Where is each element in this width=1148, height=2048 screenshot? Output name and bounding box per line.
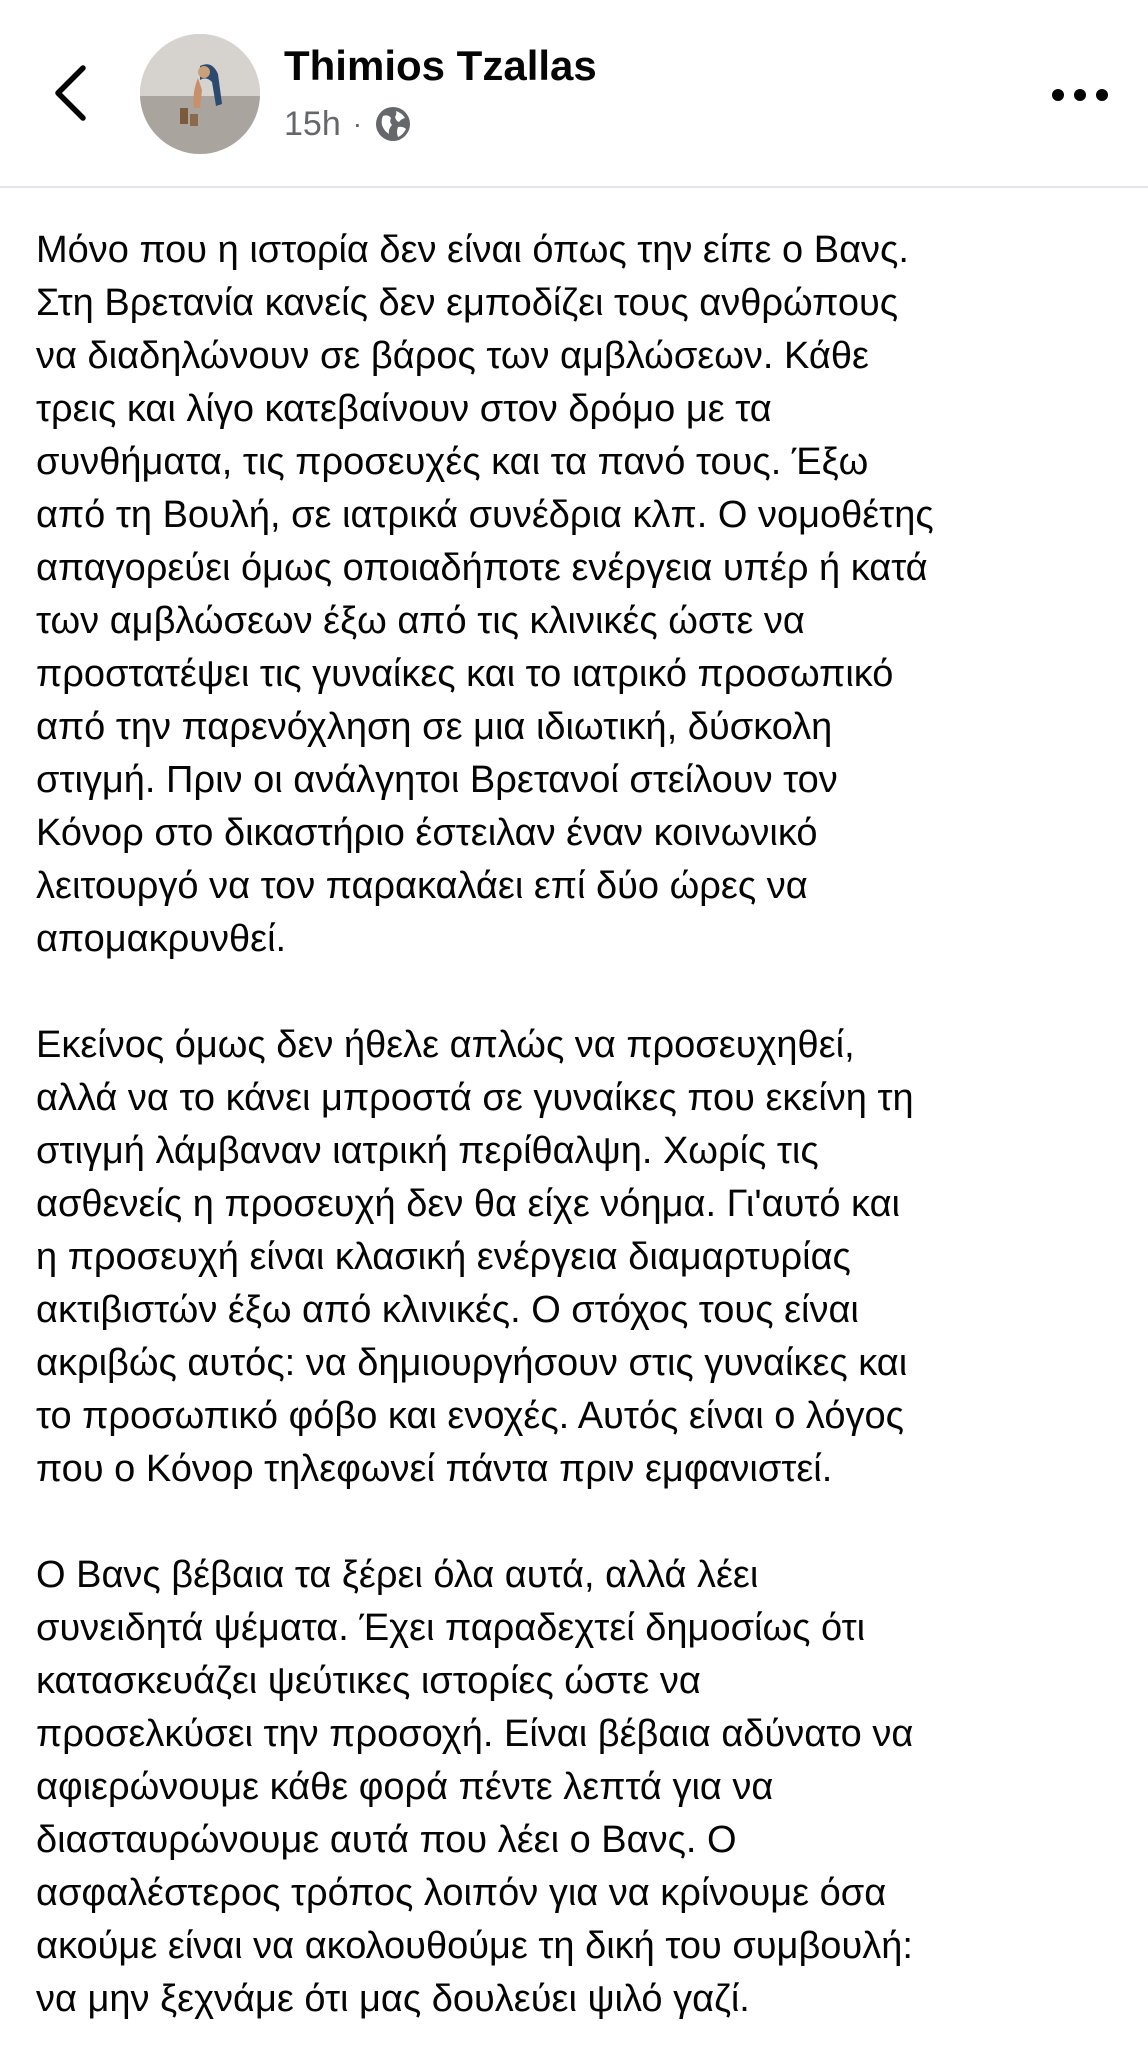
post-paragraph: Μόνο που η ιστορία δεν είναι όπως την είπε ο Βανς. Στη Βρετανία κανείς δεν εμποδίζει τους ανθρώπους να διαδηλώνουν σε βάρος των αμβλώσεων. Κάθε τρεις και λίγο κατεβαίνουν στον δρόμο με τα συνθήματα, τις προσευχές και τα πανό τους. Έξω από τη Βουλή, σε ιατρικά συνέδρια κλπ. Ο νομοθέτης απαγορεύει όμως οποιαδήποτε ενέργεια υπέρ ή κατά των αμβλώσεων έξω από τις κλινικές ώστε να προστατέψει τις γυναίκες και το ιατρικό προσωπικό από την παρενόχληση σε μια ιδιωτική, δύσκολη στιγμή. Πριν οι ανάλγητοι Βρετανοί στείλουν τον Κόνορ στο δικαστήριο έστειλαν έναν κοινωνικό λειτουργό να τον παρακαλάει επί δύο ώρες να απομακρυνθεί. bbox=[36, 229, 934, 960]
globe-icon[interactable] bbox=[374, 105, 412, 143]
post-header bbox=[0, 0, 1148, 188]
more-options-button[interactable] bbox=[1040, 70, 1120, 120]
post-meta bbox=[284, 102, 412, 146]
chevron-left-icon bbox=[53, 64, 87, 122]
post-paragraph: Ο Βανς βέβαια τα ξέρει όλα αυτά, αλλά λέει συνειδητά ψέματα. Έχει παραδεχτεί δημοσίως ότι κατασκευάζει ψεύτικες ιστορίες ώστε να προσελκύσει την προσοχή. Είναι βέβαια αδύνατο να αφιερώνουμε κάθε φορά πέντε λεπτά για να διασταυρώνουμε αυτά που λέει ο Βανς. Ο ασφαλέστερος τρόπος λοιπόν για να κρίνουμε όσα ακούμε είναι να ακολουθούμε τη δική του συμβουλή: να μην ξεχνάμε ότι μας δουλεύει ψιλό γαζί. bbox=[36, 1554, 914, 2020]
more-horizontal-icon bbox=[1050, 88, 1110, 102]
back-button[interactable] bbox=[40, 58, 100, 128]
post-text bbox=[36, 224, 1131, 2026]
avatar[interactable] bbox=[140, 34, 260, 154]
post-paragraph: Εκείνος όμως δεν ήθελε απλώς να προσευχηθεί, αλλά να το κάνει μπροστά σε γυναίκες που εκείνη τη στιγμή λάμβαναν ιατρική περίθαλψη. Χωρίς τις ασθενείς η προσευχή δεν θα είχε νόημα. Γι'αυτό και η προσευχή είναι κλασική ενέργεια διαμαρτυρίας ακτιβιστών έξω από κλινικές. Ο στόχος τους είναι ακριβώς αυτός: να δημιουργήσουν στις γυναίκες και το προσωπικό φόβο και ενοχές. Αυτός είναι ο λόγος που ο Κόνορ τηλεφωνεί πάντα πριν εμφανιστεί. bbox=[36, 1024, 914, 1490]
avatar-image bbox=[140, 34, 260, 154]
author-name[interactable]: Thimios Tzallas bbox=[284, 42, 597, 89]
meta-separator: · bbox=[352, 108, 363, 139]
post-timestamp[interactable]: 15h bbox=[284, 104, 341, 143]
